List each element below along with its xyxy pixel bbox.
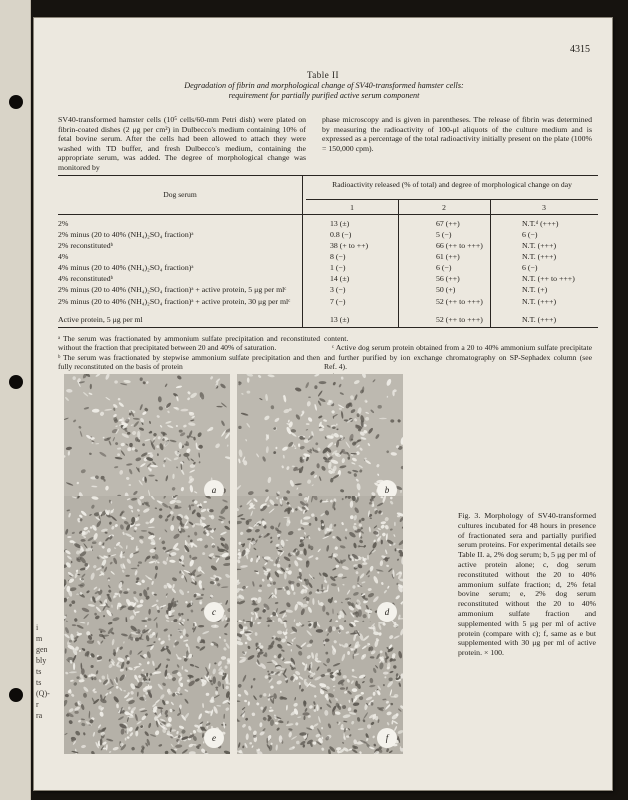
margin-fragment: ra	[36, 711, 43, 720]
footnote-c: ᶜ Active dog serum protein obtained from a 20 to 40% ammonium sulfate precipitate and further purified by ion exchange chromatography on SP-Sephadex column (see Ref. 4).	[324, 343, 592, 372]
header-radioactivity: Radioactivity released (% of total) and degree of morphological change on day	[332, 180, 572, 189]
table-caption-line-1: Degradation of fibrin and morphological change of SV40-transformed hamster cells:	[184, 81, 464, 90]
punch-hole-middle	[9, 375, 23, 389]
cell-serum: 2% minus (20 to 40% (NH₄)₂SO₄ fraction)ᵃ + active protein, 5 μg per mlᶜ	[58, 285, 287, 294]
cell-serum: 2% minus (20 to 40% (NH₄)₂SO₄ fraction)ᵃ	[58, 230, 194, 239]
cell-day-3: N.T. (+++)	[522, 241, 557, 250]
cell-day-2: 67 (++)	[436, 219, 460, 228]
cell-serum: 4% minus (20 to 40% (NH₄)₂SO₄ fraction)ᵃ	[58, 263, 194, 272]
footnote-b: ᵇ The serum was fractionated by stepwise ammonium sulfate precipitation and then fully reconstituted on the basis of protein	[58, 352, 320, 372]
header-day-3: 3	[542, 203, 546, 212]
micrograph-panel-d	[237, 496, 403, 628]
margin-fragment: ts	[36, 667, 42, 676]
table-group-rule	[306, 199, 598, 200]
header-dog-serum: Dog serum	[163, 190, 197, 199]
table-row	[58, 241, 598, 252]
footnotes-left	[58, 334, 320, 372]
cell-day-1: 13 (±)	[330, 219, 350, 228]
cell-serum: 2% reconstitutedᵇ	[58, 241, 114, 250]
punch-hole-bottom	[9, 688, 23, 702]
table-row	[58, 263, 598, 274]
margin-fragment: m	[36, 634, 43, 643]
cell-day-2: 5 (−)	[436, 230, 452, 239]
table-header-rule	[58, 214, 598, 215]
cell-day-3: N.T. (+++)	[522, 315, 557, 324]
table-top-rule	[58, 175, 598, 176]
cell-day-1: 14 (±)	[330, 274, 350, 283]
cell-day-2: 6 (−)	[436, 263, 452, 272]
figure-caption: Fig. 3. Morphology of SV40-transformed cultures incubated for 48 hours in presence of fractionated sera and partially purified serum proteins. For experimental details see Table II. a, 2% dog serum; b, 5 μg per ml of active protein alone; c, dog serum reconstituted without the 20 to 40% ammonium sulfate fraction; d, 2% fetal bovine serum; e, 2% dog serum reconstituted without the 20 to 40% ammonium sulfate fraction and supplemented with 5 μg per ml of active protein (compare with c); f, same as e but supplemented with 30 μg per ml of active protein. × 100.	[458, 511, 596, 658]
cell-day-2: 52 (++ to +++)	[436, 297, 483, 306]
cell-day-1: 8 (−)	[330, 252, 346, 261]
table-description-left: SV40-transformed hamster cells (10⁵ cells/60-mm Petri dish) were plated on fibrin-coated dishes (2 μg per cm²) in Dulbecco's medium containing 10% of fetal bovine serum. After the cells had been allowed to attach they were washed with TD buffer, and fresh Dulbecco's medium, containing the appropriate serum, was added. The degree of morphological change was monitored by	[58, 115, 306, 172]
table-row	[58, 230, 598, 241]
table-row	[58, 252, 598, 263]
panel-label-d: d	[377, 602, 397, 622]
table-title: Table II	[306, 70, 340, 80]
paper-page	[34, 18, 612, 790]
panel-label-b: b	[377, 480, 397, 500]
cell-day-3: N.T. (++ to +++)	[522, 274, 575, 283]
cell-day-1: 38 (+ to ++)	[330, 241, 369, 250]
cell-day-3: N.T. (+)	[522, 285, 548, 294]
page-number: 4315	[570, 44, 590, 55]
cell-day-3: 6 (−)	[522, 263, 538, 272]
punch-hole-top	[9, 95, 23, 109]
cell-day-3: N.T.ᵈ (+++)	[522, 219, 559, 228]
cell-day-1: 3 (−)	[330, 285, 346, 294]
footnote-b-continued: content.	[324, 334, 349, 343]
header-day-1: 1	[350, 203, 354, 212]
micrograph-panel-b	[237, 374, 403, 506]
margin-fragment: i	[36, 623, 39, 632]
cell-day-3: N.T. (+++)	[522, 252, 557, 261]
margin-fragment: ts	[36, 678, 42, 687]
cell-day-3: N.T. (+++)	[522, 297, 557, 306]
header-day-2: 2	[442, 203, 446, 212]
cell-day-2: 61 (++)	[436, 252, 460, 261]
micrograph-panel-c	[64, 496, 230, 628]
cell-day-2: 66 (++ to +++)	[436, 241, 483, 250]
micrograph-panel-f	[237, 622, 403, 754]
panel-label-c: c	[204, 602, 224, 622]
cell-day-2: 52 (++ to +++)	[436, 315, 483, 324]
cell-day-1: 1 (−)	[330, 263, 346, 272]
cell-serum: 2% minus (20 to 40% (NH₄)₂SO₄ fraction)ᵃ + active protein, 30 μg per mlᶜ	[58, 297, 291, 306]
cell-day-1: 13 (±)	[330, 315, 350, 324]
table-caption	[124, 81, 524, 101]
cell-serum: 2%	[58, 219, 69, 228]
margin-fragment: (Q)-	[36, 689, 50, 698]
table-row	[58, 315, 598, 326]
cell-serum: 4%	[58, 252, 69, 261]
micrograph-panel-a	[64, 374, 230, 506]
footnote-a: ᵃ The serum was fractionated by ammonium sulfate precipitation and reconstituted without the fraction that precipitated between 20 and 40% of saturation.	[58, 334, 320, 353]
panel-label-e: e	[204, 728, 224, 748]
cell-day-2: 50 (+)	[436, 285, 456, 294]
table-row	[58, 219, 598, 230]
panel-label-a: a	[204, 480, 224, 500]
margin-fragment: gen	[36, 645, 48, 654]
binder-strip	[0, 0, 31, 800]
table-description-right: phase microscopy and is given in parentheses. The release of fibrin was determined by measuring the radioactivity of 100-μl aliquots of the culture medium and is expressed as a percentage of the total radioactivity initially present on the plate (100% = 150,000 cpm).	[322, 115, 592, 153]
margin-fragment: bly	[36, 656, 47, 665]
margin-fragment: r	[36, 700, 39, 709]
panel-label-f: f	[377, 728, 397, 748]
cell-serum: Active protein, 5 μg per ml	[58, 315, 143, 324]
cell-day-1: 0.8 (−)	[330, 230, 352, 239]
micrograph-panel-e	[64, 622, 230, 754]
table-bottom-rule	[58, 327, 598, 328]
cell-day-1: 7 (−)	[330, 297, 346, 306]
margin-fragments	[36, 622, 50, 721]
cell-serum: 4% reconstitutedᵇ	[58, 274, 114, 283]
cell-day-2: 56 (++)	[436, 274, 460, 283]
table-row	[58, 274, 598, 285]
table-caption-line-2: requirement for partially purified active serum component	[228, 91, 420, 100]
cell-day-3: 6 (−)	[522, 230, 538, 239]
